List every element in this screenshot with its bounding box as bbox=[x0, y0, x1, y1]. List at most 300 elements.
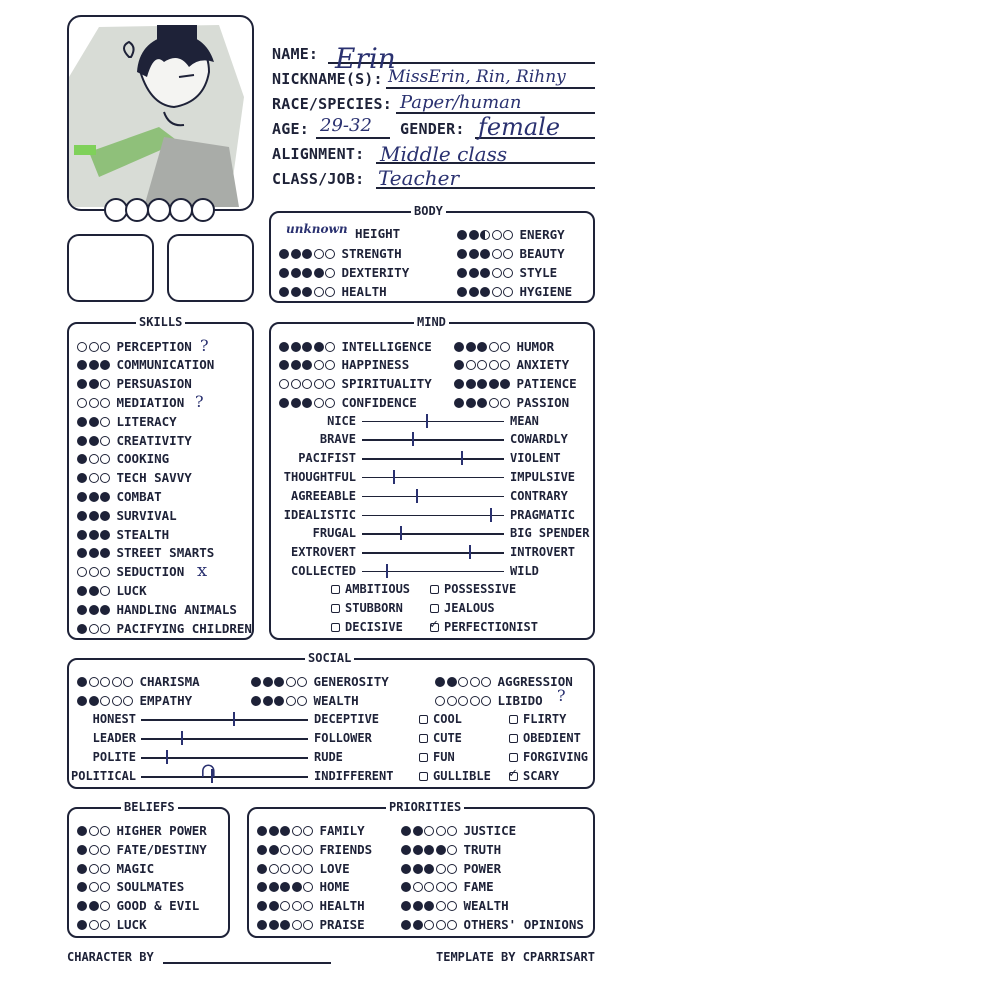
rating-dot bbox=[100, 901, 110, 911]
rating-dots bbox=[454, 376, 512, 390]
trait-jealous[interactable] bbox=[430, 601, 495, 615]
skill-combat bbox=[77, 489, 162, 504]
field-value[interactable]: MissErin, Rin, Rihny bbox=[388, 67, 566, 87]
rating-dot bbox=[469, 230, 479, 240]
rating-dot bbox=[100, 511, 110, 521]
mind-happiness bbox=[279, 357, 409, 372]
mind-slider-left-label: AGREEABLE bbox=[290, 488, 356, 503]
skills-title: SKILLS bbox=[136, 315, 185, 329]
stat-label: CHARISMA bbox=[139, 674, 200, 689]
rating-dot bbox=[100, 342, 110, 352]
rating-dot bbox=[89, 826, 99, 836]
rating-dots bbox=[401, 861, 459, 875]
mind-slider-left-label: FRUGAL bbox=[312, 526, 356, 541]
mind-slider-right-label: WILD bbox=[510, 563, 539, 578]
rating-dots bbox=[77, 433, 112, 447]
rating-dot bbox=[401, 845, 411, 855]
rating-dot bbox=[447, 845, 457, 855]
rating-dot bbox=[314, 287, 324, 297]
stat-label: STYLE bbox=[519, 265, 558, 280]
stat-label: SOULMATES bbox=[116, 879, 185, 895]
mind-slider-left-label: COLLECTED bbox=[290, 563, 356, 578]
stat-label: FAMILY bbox=[319, 823, 365, 838]
character-by-label: CHARACTER BY bbox=[67, 950, 154, 964]
note-seduction-x: x bbox=[197, 560, 208, 581]
rating-dot bbox=[280, 882, 290, 892]
social-slider-track bbox=[141, 776, 308, 778]
rating-dot bbox=[503, 230, 513, 240]
rating-dot bbox=[302, 398, 312, 408]
skill-seduction bbox=[77, 564, 184, 579]
rating-dot bbox=[303, 826, 313, 836]
stat-label: INTELLIGENCE bbox=[341, 338, 432, 354]
rating-dot bbox=[257, 901, 267, 911]
trait-label: GULLIBLE bbox=[433, 769, 491, 783]
trait-checkbox[interactable] bbox=[419, 715, 428, 724]
mind-slider-right-label: BIG SPENDER bbox=[510, 526, 590, 541]
body-hygiene bbox=[457, 284, 572, 299]
rating-dot bbox=[480, 230, 490, 240]
rating-dot bbox=[470, 696, 480, 706]
rating-dot bbox=[100, 436, 110, 446]
rating-dots bbox=[77, 414, 112, 428]
rating-dots bbox=[279, 284, 337, 298]
rating-dot bbox=[279, 360, 289, 370]
rating-dot bbox=[100, 845, 110, 855]
stat-label: HYGIENE bbox=[519, 284, 573, 299]
rating-dot bbox=[325, 287, 335, 297]
rating-dot bbox=[89, 548, 99, 558]
mind-slider-right-label: CONTRARY bbox=[510, 488, 568, 503]
field-label: RACE/SPECIES: bbox=[272, 95, 392, 113]
body-title: BODY bbox=[411, 204, 446, 218]
trait-label: OBEDIENT bbox=[523, 731, 581, 745]
rating-dot bbox=[413, 864, 423, 874]
rating-dot bbox=[280, 901, 290, 911]
rating-dot bbox=[492, 249, 502, 259]
priorities-title: PRIORITIES bbox=[386, 800, 464, 814]
rating-dot bbox=[314, 360, 324, 370]
rating-dot bbox=[89, 864, 99, 874]
priority-wealth bbox=[401, 898, 509, 913]
rating-dot bbox=[89, 398, 99, 408]
trait-label: CUTE bbox=[433, 731, 462, 745]
mind-slider-track bbox=[362, 421, 504, 423]
trait-label: POSSESSIVE bbox=[444, 582, 517, 596]
rating-dots bbox=[77, 879, 112, 893]
rating-dot bbox=[457, 230, 467, 240]
stat-label: SURVIVAL bbox=[116, 507, 177, 523]
social-trait-forgiving[interactable] bbox=[509, 750, 588, 764]
field-label: ALIGNMENT: bbox=[272, 145, 365, 163]
trait-ambitious[interactable] bbox=[331, 582, 410, 596]
mind-patience bbox=[454, 376, 577, 391]
trait-possessive[interactable] bbox=[430, 582, 516, 596]
stat-label: WEALTH bbox=[463, 898, 509, 914]
social-wealth bbox=[251, 693, 359, 708]
mind-slider-right-label: IMPULSIVE bbox=[510, 469, 576, 484]
stat-label: LOVE bbox=[319, 860, 350, 876]
rating-dot bbox=[436, 920, 446, 930]
rating-dot bbox=[470, 677, 480, 687]
social-trait-flirty[interactable] bbox=[509, 712, 566, 726]
rating-dot bbox=[269, 845, 279, 855]
rating-dot bbox=[291, 379, 301, 389]
stat-label: BEAUTY bbox=[519, 246, 565, 261]
rating-dot bbox=[500, 398, 510, 408]
rating-dots bbox=[257, 861, 315, 875]
trait-checkbox[interactable] bbox=[430, 604, 439, 613]
rating-dot bbox=[325, 342, 335, 352]
trait-label: AMBITIOUS bbox=[345, 582, 411, 596]
rating-dot bbox=[435, 696, 445, 706]
rating-dot bbox=[447, 677, 457, 687]
portrait-dot-5 bbox=[191, 198, 215, 222]
rating-dot bbox=[447, 826, 457, 836]
priority-friends bbox=[257, 842, 372, 857]
mind-slider-track bbox=[362, 571, 504, 573]
trait-label: SCARY bbox=[523, 769, 560, 783]
rating-dot bbox=[292, 826, 302, 836]
rating-dot bbox=[477, 342, 487, 352]
trait-stubborn[interactable] bbox=[331, 601, 403, 615]
rating-dot bbox=[413, 920, 423, 930]
mind-slider-track bbox=[362, 458, 504, 460]
rating-dot bbox=[447, 864, 457, 874]
mind-slider-marker[interactable] bbox=[400, 526, 402, 540]
trait-checkbox[interactable] bbox=[509, 715, 518, 724]
belief-higher-power bbox=[77, 823, 207, 838]
mind-slider-track bbox=[362, 515, 504, 517]
mind-slider-track bbox=[362, 533, 504, 535]
rating-dot bbox=[251, 677, 261, 687]
trait-checkbox[interactable] bbox=[430, 623, 439, 632]
body-energy bbox=[457, 227, 565, 242]
rating-dot bbox=[297, 677, 307, 687]
social-slider-left-label: POLITICAL bbox=[71, 769, 137, 783]
social-slider-marker[interactable] bbox=[166, 750, 168, 764]
stat-label: AGGRESSION bbox=[497, 674, 573, 689]
portrait-frame bbox=[67, 15, 254, 211]
stat-label: MEDIATION bbox=[116, 394, 185, 410]
skill-mediation bbox=[77, 395, 184, 410]
rating-dot bbox=[77, 548, 87, 558]
mind-slider-left-label: PACIFIST bbox=[298, 451, 356, 466]
beliefs-title: BELIEFS bbox=[121, 800, 178, 814]
rating-dots bbox=[435, 674, 493, 688]
stat-label: STREET SMARTS bbox=[116, 545, 215, 561]
trait-checkbox[interactable] bbox=[430, 585, 439, 594]
mind-slider-left-label: NICE bbox=[327, 413, 356, 428]
body-beauty bbox=[457, 246, 565, 261]
rating-dots bbox=[279, 357, 337, 371]
rating-dot bbox=[466, 342, 476, 352]
stat-label: LUCK bbox=[116, 582, 147, 598]
stat-label: PERCEPTION bbox=[116, 338, 192, 354]
trait-label: JEALOUS bbox=[444, 601, 495, 615]
skill-persuasion bbox=[77, 376, 192, 391]
rating-dots bbox=[77, 564, 112, 578]
rating-dots bbox=[401, 842, 459, 856]
rating-dots bbox=[457, 265, 515, 279]
rating-dot bbox=[100, 624, 110, 634]
social-trait-fun[interactable] bbox=[419, 750, 455, 764]
rating-dot bbox=[413, 845, 423, 855]
note-perception-question: ? bbox=[200, 336, 209, 355]
rating-dot bbox=[77, 473, 87, 483]
rating-dot bbox=[77, 530, 87, 540]
field-value[interactable]: Middle class bbox=[380, 142, 508, 166]
body-style bbox=[457, 265, 557, 280]
stat-label: WEALTH bbox=[313, 693, 359, 708]
rating-dot bbox=[279, 287, 289, 297]
trait-checkbox[interactable] bbox=[509, 772, 518, 781]
mind-slider-right-label: VIOLENT bbox=[510, 451, 561, 466]
height-label: HEIGHT bbox=[355, 226, 401, 241]
trait-label: STUBBORN bbox=[345, 601, 403, 615]
trait-label: FORGIVING bbox=[523, 750, 589, 764]
rating-dot bbox=[457, 268, 467, 278]
belief-good-evil bbox=[77, 898, 199, 913]
body-dexterity bbox=[279, 265, 409, 280]
priority-truth bbox=[401, 842, 501, 857]
rating-dot bbox=[280, 920, 290, 930]
mind-intelligence bbox=[279, 339, 432, 354]
rating-dot bbox=[424, 845, 434, 855]
mind-title: MIND bbox=[414, 315, 449, 329]
rating-dot bbox=[435, 677, 445, 687]
stat-label: TECH SAVVY bbox=[116, 470, 192, 486]
rating-dots bbox=[77, 842, 112, 856]
rating-dot bbox=[77, 511, 87, 521]
body-strength bbox=[279, 246, 402, 261]
field-value[interactable]: female bbox=[478, 113, 561, 141]
rating-dots bbox=[77, 508, 112, 522]
rating-dot bbox=[325, 379, 335, 389]
rating-dot bbox=[100, 417, 110, 427]
stat-label: CONFIDENCE bbox=[341, 394, 417, 410]
social-slider-marker[interactable] bbox=[181, 731, 183, 745]
rating-dot bbox=[314, 249, 324, 259]
stat-label: COMMUNICATION bbox=[116, 357, 215, 373]
mind-slider-left-label: EXTROVERT bbox=[290, 545, 356, 560]
rating-dot bbox=[500, 360, 510, 370]
rating-dots bbox=[77, 898, 112, 912]
stat-label: PERSUASION bbox=[116, 376, 192, 392]
rating-dots bbox=[401, 879, 459, 893]
rating-dot bbox=[492, 287, 502, 297]
rating-dot bbox=[89, 454, 99, 464]
rating-dot bbox=[89, 624, 99, 634]
trait-decisive[interactable] bbox=[331, 620, 403, 634]
mind-slider-marker[interactable] bbox=[461, 451, 463, 465]
rating-dot bbox=[280, 845, 290, 855]
skill-stealth bbox=[77, 527, 169, 542]
mind-slider-marker[interactable] bbox=[393, 470, 395, 484]
stat-label: MAGIC bbox=[116, 860, 155, 876]
rating-dot bbox=[424, 901, 434, 911]
mind-slider-track bbox=[362, 496, 504, 498]
rating-dot bbox=[401, 864, 411, 874]
trait-checkbox[interactable] bbox=[331, 604, 340, 613]
rating-dot bbox=[100, 920, 110, 930]
social-trait-cool[interactable] bbox=[419, 712, 462, 726]
social-trait-obedient[interactable] bbox=[509, 731, 581, 745]
rating-dot bbox=[100, 379, 110, 389]
rating-dot bbox=[302, 268, 312, 278]
social-slider-marker[interactable] bbox=[233, 712, 235, 726]
mind-slider-left-label: THOUGHTFUL bbox=[283, 469, 356, 484]
rating-dot bbox=[436, 901, 446, 911]
field-value[interactable]: 29-32 bbox=[320, 115, 372, 136]
field-label: NICKNAME(S): bbox=[272, 70, 383, 88]
trait-checkbox[interactable] bbox=[419, 734, 428, 743]
rating-dot bbox=[279, 379, 289, 389]
mind-slider-track bbox=[362, 439, 504, 441]
social-trait-cute[interactable] bbox=[419, 731, 462, 745]
stat-label: STRENGTH bbox=[341, 246, 402, 261]
mind-slider-marker[interactable] bbox=[490, 508, 492, 522]
rating-dot bbox=[100, 530, 110, 540]
trait-perfectionist[interactable] bbox=[430, 620, 538, 634]
social-slider-right-label: DECEPTIVE bbox=[314, 712, 380, 726]
note-political-mark: ∩ bbox=[200, 758, 217, 782]
rating-dot bbox=[303, 920, 313, 930]
rating-dot bbox=[477, 379, 487, 389]
mind-slider-marker[interactable] bbox=[426, 414, 428, 428]
mind-slider-marker[interactable] bbox=[469, 545, 471, 559]
mind-slider-marker[interactable] bbox=[386, 564, 388, 578]
height-value[interactable]: unknown bbox=[286, 222, 348, 236]
rating-dot bbox=[424, 920, 434, 930]
social-trait-gullible[interactable] bbox=[419, 769, 491, 783]
mind-slider-marker[interactable] bbox=[416, 489, 418, 503]
field-value[interactable]: Paper/human bbox=[400, 92, 522, 113]
rating-dot bbox=[401, 920, 411, 930]
trait-checkbox[interactable] bbox=[419, 753, 428, 762]
rating-dot bbox=[77, 882, 87, 892]
social-slider-left-label: HONEST bbox=[92, 712, 136, 726]
rating-dot bbox=[457, 287, 467, 297]
rating-dot bbox=[503, 249, 513, 259]
stat-label: GENEROSITY bbox=[313, 674, 389, 689]
rating-dot bbox=[257, 826, 267, 836]
rating-dot bbox=[100, 605, 110, 615]
note-mediation-question: ? bbox=[195, 392, 204, 411]
stat-label: STEALTH bbox=[116, 526, 170, 542]
rating-dot bbox=[500, 379, 510, 389]
rating-dot bbox=[100, 360, 110, 370]
rating-dot bbox=[89, 511, 99, 521]
field-value[interactable]: Teacher bbox=[378, 166, 460, 190]
trait-label: COOL bbox=[433, 712, 462, 726]
stat-label: POWER bbox=[463, 860, 502, 876]
rating-dot bbox=[100, 492, 110, 502]
trait-checkbox[interactable] bbox=[419, 772, 428, 781]
rating-dot bbox=[89, 492, 99, 502]
stat-label: PACIFYING CHILDREN bbox=[116, 620, 252, 636]
trait-label: FLIRTY bbox=[523, 712, 567, 726]
social-slider-right-label: FOLLOWER bbox=[314, 731, 372, 745]
rating-dot bbox=[492, 230, 502, 240]
rating-dot bbox=[302, 379, 312, 389]
trait-checkbox[interactable] bbox=[331, 585, 340, 594]
stat-label: HOME bbox=[319, 879, 350, 895]
priority-home bbox=[257, 879, 350, 894]
rating-dots bbox=[77, 693, 135, 707]
rating-dots bbox=[435, 693, 493, 707]
field-label: AGE: bbox=[272, 120, 309, 138]
character-by-line bbox=[163, 962, 331, 964]
rating-dots bbox=[77, 861, 112, 875]
stat-label: HEALTH bbox=[341, 284, 387, 299]
rating-dot bbox=[279, 342, 289, 352]
social-libido bbox=[435, 693, 543, 708]
portrait-dot-3 bbox=[147, 198, 171, 222]
field-value[interactable]: Erin bbox=[335, 42, 396, 75]
rating-dot bbox=[480, 268, 490, 278]
rating-dot bbox=[100, 826, 110, 836]
rating-dot bbox=[286, 677, 296, 687]
stat-label: FAME bbox=[463, 879, 494, 895]
rating-dot bbox=[401, 901, 411, 911]
rating-dot bbox=[303, 864, 313, 874]
rating-dot bbox=[314, 268, 324, 278]
stat-label: HEALTH bbox=[319, 898, 365, 914]
mind-slider-track bbox=[362, 552, 504, 554]
rating-dot bbox=[481, 696, 491, 706]
stat-label: FATE/DESTINY bbox=[116, 841, 207, 857]
field-underline bbox=[386, 87, 595, 89]
rating-dot bbox=[481, 677, 491, 687]
stat-label: COMBAT bbox=[116, 488, 162, 504]
rating-dot bbox=[279, 398, 289, 408]
field-label: NAME: bbox=[272, 45, 319, 63]
social-trait-scary[interactable] bbox=[509, 769, 559, 783]
rating-dots bbox=[457, 284, 515, 298]
social-slider-right-label: RUDE bbox=[314, 750, 343, 764]
rating-dot bbox=[77, 605, 87, 615]
stat-label: PRAISE bbox=[319, 917, 365, 932]
rating-dot bbox=[89, 920, 99, 930]
rating-dot bbox=[503, 268, 513, 278]
trait-checkbox[interactable] bbox=[509, 753, 518, 762]
rating-dot bbox=[100, 696, 110, 706]
rating-dots bbox=[454, 339, 512, 353]
portrait-dot-4 bbox=[169, 198, 193, 222]
rating-dot bbox=[454, 342, 464, 352]
rating-dot bbox=[325, 360, 335, 370]
stat-label: HAPPINESS bbox=[341, 357, 410, 373]
rating-dot bbox=[302, 342, 312, 352]
rating-dots bbox=[257, 842, 315, 856]
rating-dot bbox=[314, 342, 324, 352]
trait-checkbox[interactable] bbox=[509, 734, 518, 743]
rating-dot bbox=[489, 398, 499, 408]
skill-luck bbox=[77, 583, 147, 598]
trait-checkbox[interactable] bbox=[331, 623, 340, 632]
rating-dots bbox=[279, 395, 337, 409]
rating-dots bbox=[279, 339, 337, 353]
mind-slider-marker[interactable] bbox=[412, 432, 414, 446]
rating-dot bbox=[89, 567, 99, 577]
rating-dot bbox=[436, 826, 446, 836]
rating-dots bbox=[77, 823, 112, 837]
rating-dot bbox=[100, 677, 110, 687]
field-label: GENDER: bbox=[400, 120, 465, 138]
rating-dots bbox=[457, 227, 515, 241]
rating-dot bbox=[77, 864, 87, 874]
